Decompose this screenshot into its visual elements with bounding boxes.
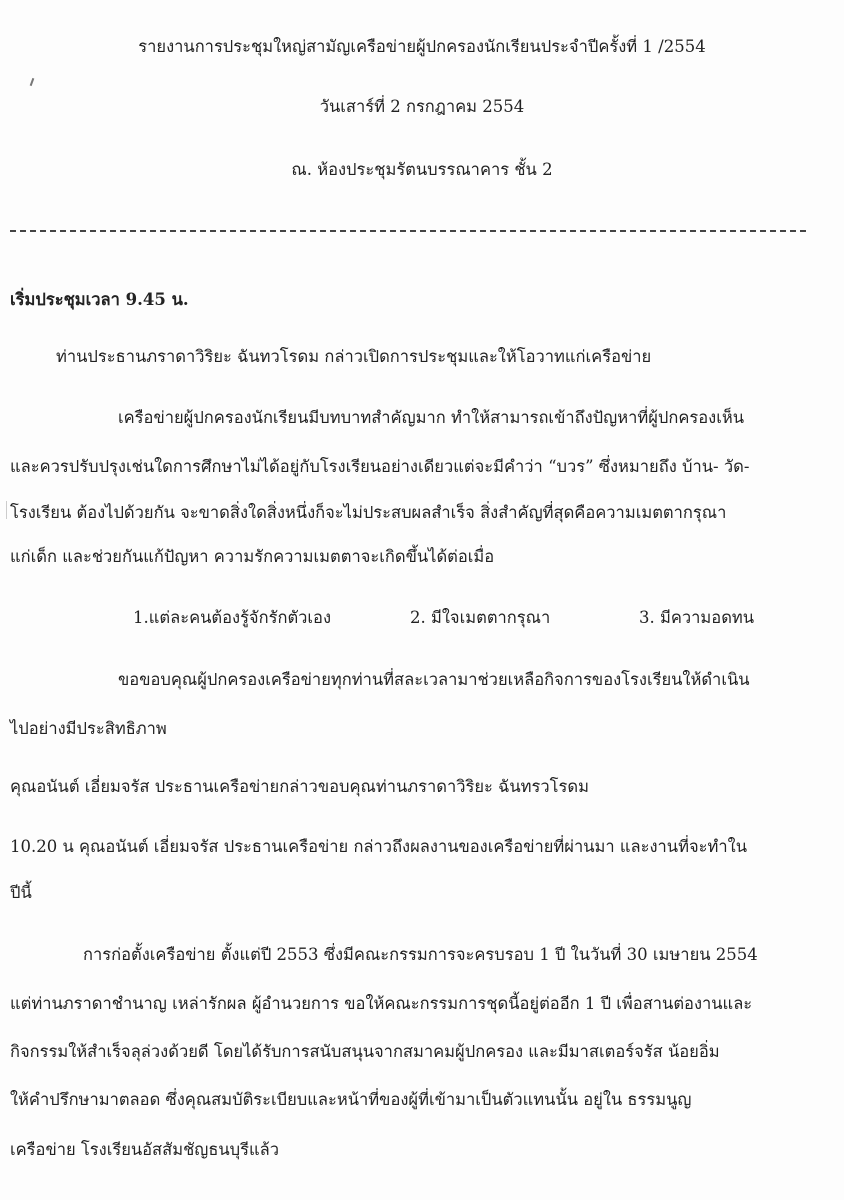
paragraph-line: กิจกรรมให้สำเร็จลุล่วงด้วยดี โดยได้รับการสนับสนุนจากสมาคมผู้ปกครอง และมีมาสเตอร์จรัส น้อยอิ่ม [10, 1042, 720, 1061]
paragraph-line: และควรปรับปรุงเช่นใดการศึกษาไม่ได้อยู่กับโรงเรียนอย่างเดียวแต่จะมีคำว่า “บวร” ซึ่งหมายถึง บ้าน- วัด- [10, 457, 750, 476]
scan-edge [0, 501, 7, 519]
paragraph-line: 10.20 น คุณอนันต์ เอี่ยมจรัส ประธานเครือข่าย กล่าวถึงผลงานของเครือข่ายที่ผ่านมา และงานที่จะทำใน [10, 837, 747, 856]
paragraph-line: การก่อตั้งเครือข่าย ตั้งแต่ปี 2553 ซึ่งมีคณะกรรมการจะครบรอบ 1 ปี ในวันที่ 30 เมษายน 2554 [83, 945, 758, 964]
paragraph-line: โรงเรียน ต้องไปด้วยกัน จะขาดสิ่งใดสิ่งหนึ่งก็จะไม่ประสบผลสำเร็จ สิ่งสำคัญที่สุดคือความเมตตากรุณา [10, 503, 727, 522]
paragraph-line: ให้คำปรึกษามาตลอด ซึ่งคุณสมบัติระเบียบและหน้าที่ของผู้ที่เข้ามาเป็นตัวแทนนั้น อยู่ใน ธรรมนูญ [10, 1090, 692, 1109]
paragraph-thanks: คุณอนันต์ เอี่ยมจรัส ประธานเครือข่ายกล่าวขอบคุณท่านภราดาวิริยะ ฉันทรวโรดม [10, 777, 589, 796]
paragraph-line: แต่ท่านภราดาชำนาญ เหล่ารักผล ผู้อำนวยการ ขอให้คณะกรรมการชุดนี้อยู่ต่ออีก 1 ปี เพื่อสานต่องานและ [10, 994, 753, 1013]
paragraph-line: แก่เด็ก และช่วยกันแก้ปัญหา ความรักความเมตตาจะเกิดขึ้นได้ต่อเมื่อ [10, 547, 495, 566]
list-item: 1.แต่ละคนต้องรู้จักรักตัวเอง [133, 608, 332, 627]
list-item: 3. มีความอดทน [639, 608, 755, 627]
paragraph-line: เครือข่ายผู้ปกครองนักเรียนมีบทบาทสำคัญมาก ทำให้สามารถเข้าถึงปัญหาที่ผู้ปกครองเห็น [118, 408, 745, 427]
start-time: เริ่มประชุมเวลา 9.45 น. [10, 290, 189, 309]
paragraph-line: ไปอย่างมีประสิทธิภาพ [10, 719, 167, 738]
meeting-venue: ณ. ห้องประชุมรัตนบรรณาคาร ชั้น 2 [291, 160, 553, 179]
list-item: 2. มีใจเมตตากรุณา [410, 608, 551, 627]
report-title: รายงานการประชุมใหญ่สามัญเครือข่ายผู้ปกครองนักเรียนประจำปีครั้งที่ 1 /2554 [138, 37, 706, 56]
dashed-divider [10, 230, 806, 232]
paragraph-line: เครือข่าย โรงเรียนอัสสัมชัญธนบุรีแล้ว [10, 1140, 280, 1159]
paragraph-line: ปีนี้ [10, 883, 32, 902]
paragraph-opening: ท่านประธานภราดาวิริยะ ฉันทวโรดม กล่าวเปิดการประชุมและให้โอวาทแก่เครือข่าย [56, 347, 652, 366]
scan-mark [30, 78, 35, 86]
paragraph-line: ขอขอบคุณผู้ปกครองเครือข่ายทุกท่านที่สละเวลามาช่วยเหลือกิจการของโรงเรียนให้ดำเนิน [118, 670, 750, 689]
meeting-date: วันเสาร์ที่ 2 กรกฎาคม 2554 [319, 97, 525, 116]
